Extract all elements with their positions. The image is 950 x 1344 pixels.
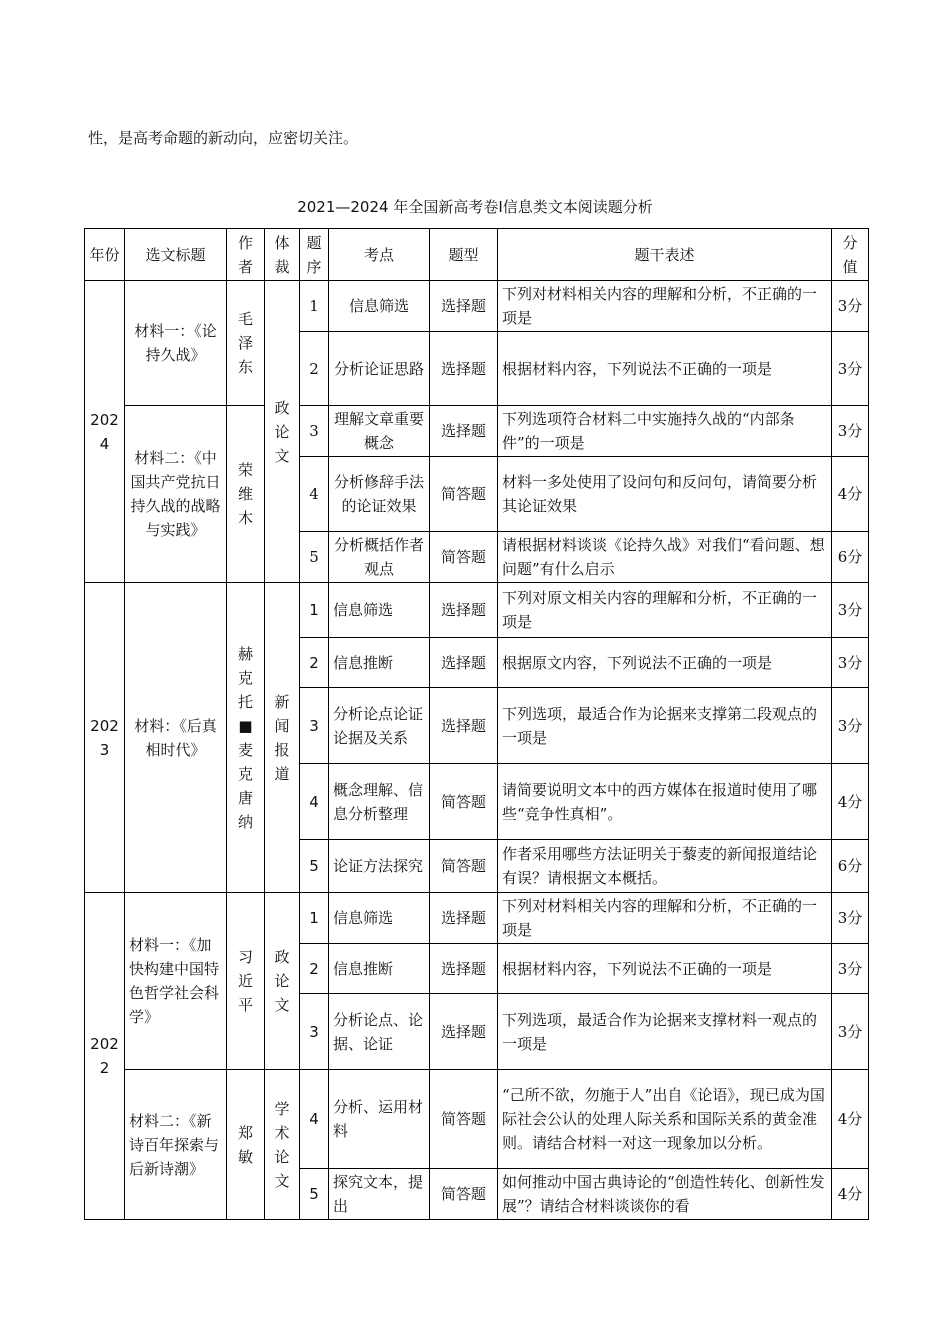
point: 分析、运用材料: [329, 1070, 430, 1169]
stem: 下列对原文相关内容的理解和分析，不正确的一项是: [498, 583, 832, 638]
stem: 下列选项，最适合作为论据来支撑第二段观点的一项是: [498, 688, 832, 764]
author-2023: 赫克托■麦克唐纳: [227, 583, 265, 893]
qtype: 简答题: [430, 764, 498, 840]
score: 4分: [832, 457, 869, 532]
author-2022-m2: 郑敏: [227, 1070, 265, 1220]
qno: 1: [300, 893, 329, 944]
header-title: 选文标题: [125, 229, 227, 281]
header-point: 考点: [329, 229, 430, 281]
score: 3分: [832, 406, 869, 457]
point: 信息推断: [329, 638, 430, 688]
stem: 根据原文内容，下列说法不正确的一项是: [498, 638, 832, 688]
point: 信息筛选: [329, 583, 430, 638]
title-2024-m2: 材料二：《中国共产党抗日持久战的战略与实践》: [125, 406, 227, 583]
stem: 下列选项，最适合作为论据来支撑材料一观点的一项是: [498, 994, 832, 1070]
year-2022: 2022: [85, 893, 125, 1220]
title-2024-m1: 材料一：《论持久战》: [125, 281, 227, 406]
qno: 3: [300, 994, 329, 1070]
point: 信息筛选: [329, 893, 430, 944]
table-caption: 2021—2024 年全国新高考卷Ⅰ信息类文本阅读题分析: [297, 198, 653, 216]
score: 3分: [832, 994, 869, 1070]
author-2022-m1: 习近平: [227, 893, 265, 1070]
qno: 2: [300, 638, 329, 688]
header-author: 作者: [227, 229, 265, 281]
qno: 5: [300, 532, 329, 583]
qtype: 简答题: [430, 532, 498, 583]
analysis-table: [84, 228, 869, 1220]
title-2023: 材料：《后真相时代》: [125, 583, 227, 893]
point: 理解文章重要概念: [329, 406, 430, 457]
stem: 下列选项符合材料二中实施持久战的“内部条件”的一项是: [498, 406, 832, 457]
stem: 请简要说明文本中的西方媒体在报道时使用了哪些“竞争性真相”。: [498, 764, 832, 840]
score: 3分: [832, 583, 869, 638]
point: 信息推断: [329, 944, 430, 994]
qno: 1: [300, 281, 329, 332]
year-2024: 2024: [85, 281, 125, 583]
score: 3分: [832, 332, 869, 406]
score: 3分: [832, 688, 869, 764]
stem: 下列对材料相关内容的理解和分析，不正确的一项是: [498, 893, 832, 944]
genre-2024: 政论文: [265, 281, 300, 583]
author-2024-m1: 毛泽东: [227, 281, 265, 406]
genre-2023: 新闻报道: [265, 583, 300, 893]
point: 探究文本，提出: [329, 1169, 430, 1220]
point: 分析论点、论据、论证: [329, 994, 430, 1070]
year-2023: 2023: [85, 583, 125, 893]
score: 3分: [832, 638, 869, 688]
qno: 4: [300, 764, 329, 840]
qtype: 选择题: [430, 332, 498, 406]
table-row: [85, 583, 869, 638]
score: 4分: [832, 764, 869, 840]
title-2022-m2: 材料二：《新诗百年探索与后新诗潮》: [125, 1070, 227, 1220]
score: 4分: [832, 1070, 869, 1169]
stem: “己所不欲，勿施于人”出自《论语》，现已成为国际社会公认的处理人际关系和国际关系的黄金准则。请结合材料一对这一现象加以分析。: [498, 1070, 832, 1169]
point: 分析论证思路: [329, 332, 430, 406]
stem: 根据材料内容，下列说法不正确的一项是: [498, 944, 832, 994]
score: 3分: [832, 944, 869, 994]
table-row: [85, 281, 869, 332]
qtype: 选择题: [430, 281, 498, 332]
qtype: 选择题: [430, 638, 498, 688]
qno: 5: [300, 840, 329, 893]
header-qtype: 题型: [430, 229, 498, 281]
stem: 请根据材料谈谈《论持久战》对我们“看问题、想问题”有什么启示: [498, 532, 832, 583]
stem: 下列对材料相关内容的理解和分析，不正确的一项是: [498, 281, 832, 332]
qno: 1: [300, 583, 329, 638]
point: 概念理解、信息分析整理: [329, 764, 430, 840]
score: 3分: [832, 893, 869, 944]
qtype: 简答题: [430, 840, 498, 893]
qtype: 选择题: [430, 688, 498, 764]
qtype: 选择题: [430, 944, 498, 994]
header-genre: 体裁: [265, 229, 300, 281]
point: 信息筛选: [329, 281, 430, 332]
stem: 根据材料内容，下列说法不正确的一项是: [498, 332, 832, 406]
qno: 4: [300, 457, 329, 532]
genre-2022-m2: 学术论文: [265, 1070, 300, 1220]
stem: 如何推动中国古典诗论的“创造性转化、创新性发展”？请结合材料谈谈你的看: [498, 1169, 832, 1220]
qno: 3: [300, 406, 329, 457]
qno: 5: [300, 1169, 329, 1220]
score: 4分: [832, 1169, 869, 1220]
table-row: [85, 406, 869, 457]
header-year: 年份: [85, 229, 125, 281]
header-stem: 题干表述: [498, 229, 832, 281]
score: 6分: [832, 840, 869, 893]
point: 分析论点论证论据及关系: [329, 688, 430, 764]
table-row: [85, 1070, 869, 1169]
qno: 2: [300, 332, 329, 406]
stem: 作者采用哪些方法证明关于藜麦的新闻报道结论有误？请根据文本概括。: [498, 840, 832, 893]
score: 3分: [832, 281, 869, 332]
header-score: 分值: [832, 229, 869, 281]
qtype: 简答题: [430, 1070, 498, 1169]
point: 论证方法探究: [329, 840, 430, 893]
qtype: 选择题: [430, 994, 498, 1070]
genre-2022-m1: 政论文: [265, 893, 300, 1070]
qtype: 简答题: [430, 1169, 498, 1220]
point: 分析概括作者观点: [329, 532, 430, 583]
qtype: 选择题: [430, 893, 498, 944]
author-2024-m2: 荣维木: [227, 406, 265, 583]
qno: 3: [300, 688, 329, 764]
title-2022-m1: 材料一：《加快构建中国特色哲学社会科学》: [125, 893, 227, 1070]
score: 6分: [832, 532, 869, 583]
intro-text: 性，是高考命题的新动向，应密切关注。: [88, 129, 359, 147]
header-row: [85, 229, 869, 281]
point: 分析修辞手法的论证效果: [329, 457, 430, 532]
qtype: 简答题: [430, 457, 498, 532]
table-row: [85, 893, 869, 944]
qno: 4: [300, 1070, 329, 1169]
qtype: 选择题: [430, 583, 498, 638]
stem: 材料一多处使用了设问句和反问句，请简要分析其论证效果: [498, 457, 832, 532]
qtype: 选择题: [430, 406, 498, 457]
qno: 2: [300, 944, 329, 994]
header-qno: 题序: [300, 229, 329, 281]
